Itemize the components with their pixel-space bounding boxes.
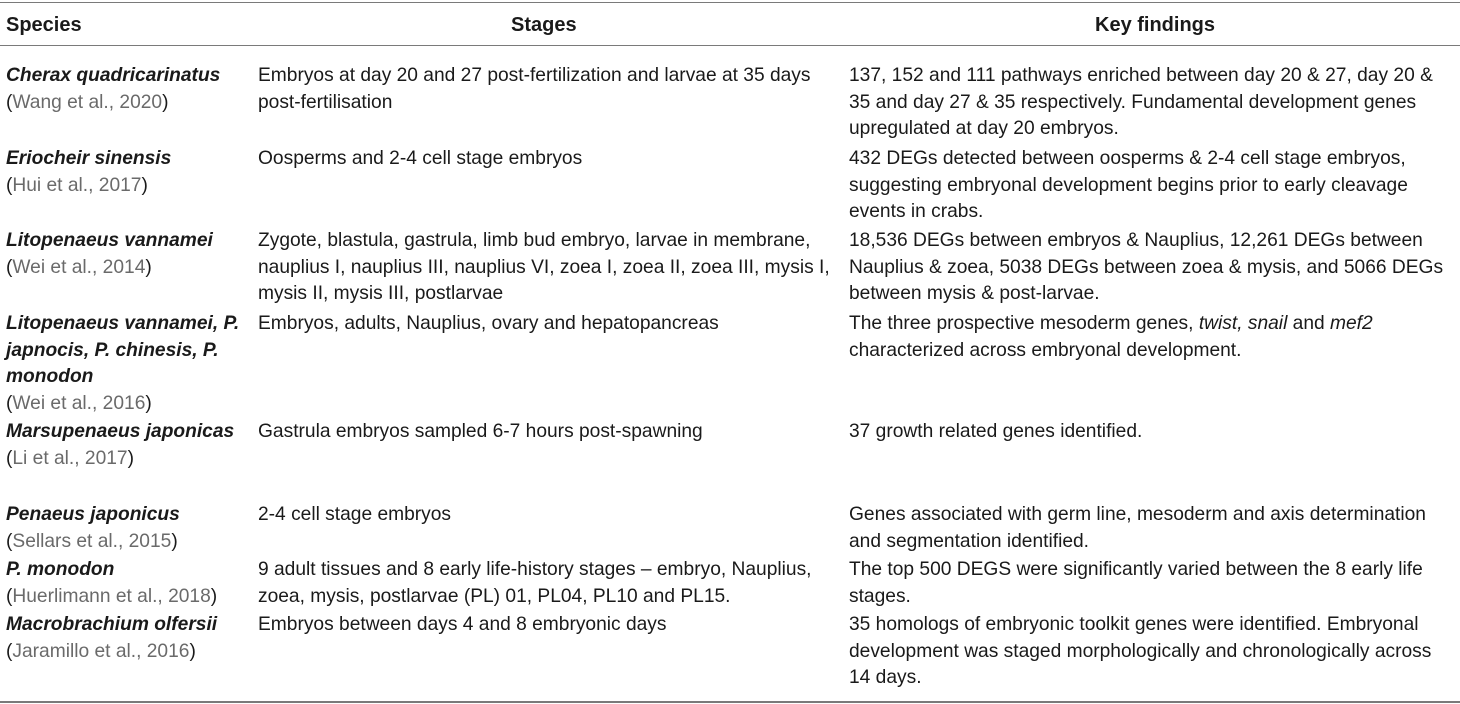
header-stages: Stages — [511, 14, 577, 36]
header-rule — [0, 45, 1460, 46]
species-reference: (Jaramillo et al., 2016) — [6, 640, 196, 662]
header-species: Species — [6, 14, 82, 36]
species-reference: (Wei et al., 2014) — [6, 256, 152, 278]
findings-cell: 37 growth related genes identified. — [849, 421, 1143, 442]
species-reference: (Wei et al., 2016) — [6, 392, 152, 414]
reference-link[interactable]: Wei et al., 2016 — [12, 392, 146, 414]
gene-name: mef2 — [1330, 313, 1373, 334]
species-cell — [6, 311, 244, 417]
findings-cell: 432 DEGs detected between oosperms & 2-4 cell stage embryos, suggesting embryonal development begins prior to early cleavage events in crabs. — [849, 148, 1408, 222]
reference-link[interactable]: Huerlimann et al., 2018 — [12, 585, 211, 607]
stages-cell: Embryos between days 4 and 8 embryonic days — [258, 614, 667, 635]
species-cell — [6, 146, 244, 199]
findings-cell: 18,536 DEGs between embryos & Nauplius, 12,261 DEGs between Nauplius & zoea, 5038 DEGs between zoea & mysis, and 5066 DEGs between mysis & post-larvae. — [849, 230, 1444, 304]
findings-cell: The top 500 DEGS were significantly varied between the 8 early life stages. — [849, 559, 1423, 607]
stages-cell: Embryos at day 20 and 27 post-fertilization and larvae at 35 days post-fertilisation — [258, 65, 811, 113]
top-rule — [0, 2, 1460, 3]
species-name: Cherax quadricarinatus — [6, 65, 221, 86]
stages-cell: 9 adult tissues and 8 early life-history stages – embryo, Nauplius, zoea, mysis, postlarvae (PL) 01, PL04, PL10 and PL15. — [258, 559, 812, 607]
bottom-rule — [0, 701, 1460, 703]
species-reference: (Wang et al., 2020) — [6, 91, 169, 113]
species-name: Eriocheir sinensis — [6, 148, 172, 169]
findings-cell: Genes associated with germ line, mesoderm and axis determination and segmentation identified. — [849, 504, 1426, 552]
species-cell — [6, 228, 244, 281]
reference-link[interactable]: Hui et al., 2017 — [12, 174, 142, 196]
species-reference: (Sellars et al., 2015) — [6, 530, 178, 552]
species-name: Macrobrachium olfersii — [6, 614, 218, 635]
species-reference: (Li et al., 2017) — [6, 447, 134, 469]
species-cell — [6, 612, 244, 665]
stages-cell: 2-4 cell stage embryos — [258, 504, 452, 525]
species-name: Penaeus japonicus — [6, 504, 180, 525]
findings-cell: 137, 152 and 111 pathways enriched between day 20 & 27, day 20 & 35 and day 27 & 35 respectively. Fundamental development genes upregulated at day 20 embryos. — [849, 65, 1433, 139]
species-cell — [6, 63, 244, 116]
species-reference: (Huerlimann et al., 2018) — [6, 585, 218, 607]
species-reference: (Hui et al., 2017) — [6, 174, 148, 196]
reference-link[interactable]: Wei et al., 2014 — [12, 256, 146, 278]
reference-link[interactable]: Jaramillo et al., 2016 — [12, 640, 190, 662]
reference-link[interactable]: Sellars et al., 2015 — [12, 530, 172, 552]
species-cell — [6, 502, 244, 555]
stages-cell: Embryos, adults, Nauplius, ovary and hepatopancreas — [258, 313, 719, 334]
stages-cell: Zygote, blastula, gastrula, limb bud embryo, larvae in membrane, nauplius I, nauplius III, nauplius VI, zoea I, zoea II, zoea III, mysis I, mysis II, mysis III, postlarvae — [258, 230, 830, 304]
species-name: P. monodon — [6, 559, 115, 580]
species-cell — [6, 557, 244, 610]
species-name: Litopenaeus vannamei, P. japnocis, P. chinesis, P. monodon — [6, 313, 240, 387]
findings-cell: The three prospective mesoderm genes, twist, snail and mef2 characterized across embryonal development. — [849, 313, 1373, 361]
stages-cell: Oosperms and 2-4 cell stage embryos — [258, 148, 583, 169]
reference-link[interactable]: Li et al., 2017 — [12, 447, 128, 469]
species-name: Litopenaeus vannamei — [6, 230, 213, 251]
species-name: Marsupenaeus japonicas — [6, 421, 235, 442]
findings-cell: 35 homologs of embryonic toolkit genes were identified. Embryonal development was staged morphologically and chronologically across 14 days. — [849, 614, 1432, 688]
gene-names: twist, snail — [1198, 313, 1288, 334]
header-key-findings: Key findings — [1095, 14, 1216, 36]
reference-link[interactable]: Wang et al., 2020 — [12, 91, 163, 113]
species-cell — [6, 419, 244, 472]
stages-cell: Gastrula embryos sampled 6-7 hours post-spawning — [258, 421, 703, 442]
